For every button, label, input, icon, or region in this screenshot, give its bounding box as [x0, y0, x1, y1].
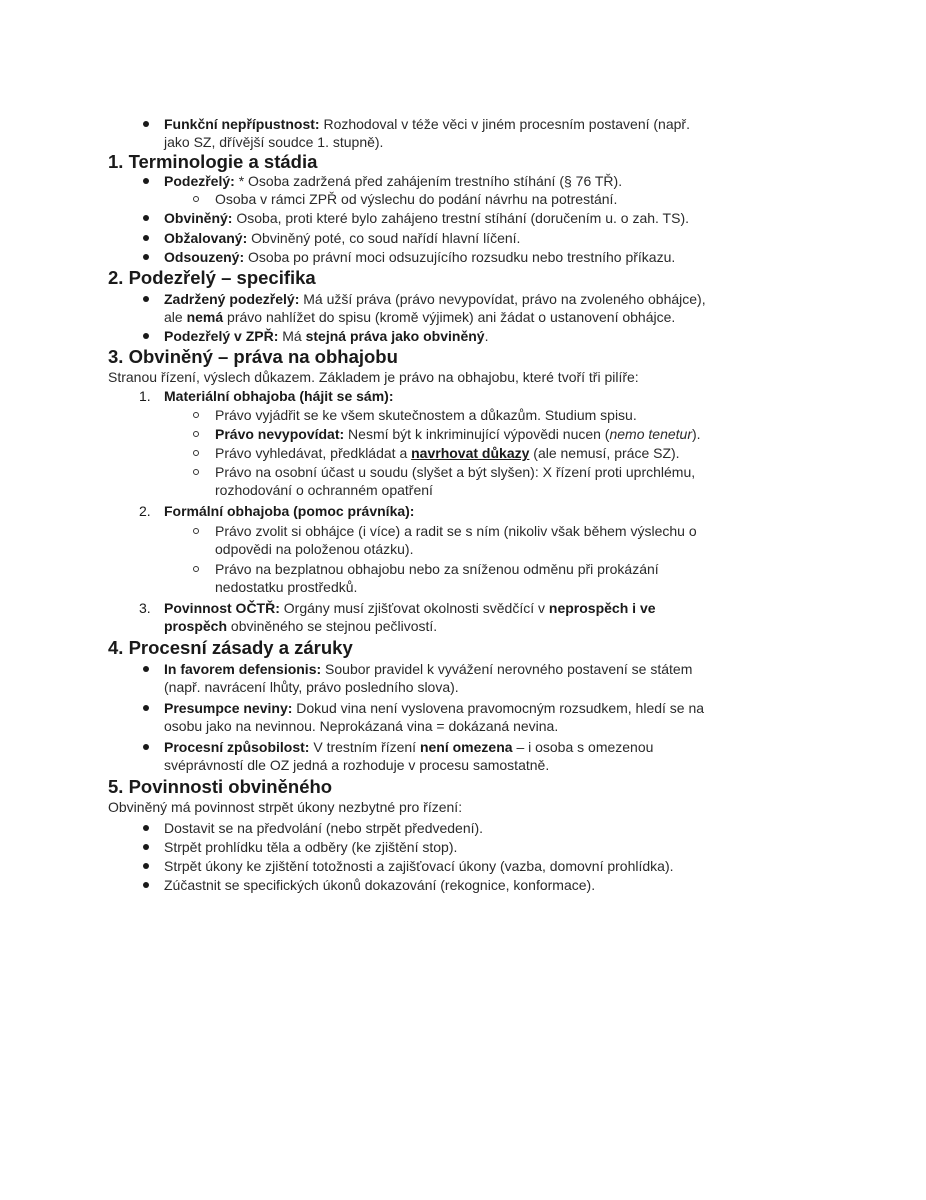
sub-item-bezplatna-1: Právo na bezplatnou obhajobu nebo za sníženou odměnu při prokázání — [215, 561, 659, 577]
sub-item-ucast-2: rozhodování o ochranném opatření — [215, 482, 433, 498]
item-favorem-1 — [164, 660, 692, 678]
item-text: Dokud vina není vyslovena pravomocným rozsudkem, hledí se na — [296, 700, 705, 716]
bullet-icon — [143, 235, 149, 241]
sub-item-nevypovidat — [215, 425, 701, 443]
text-part: Právo vyhledávat, předkládat a — [215, 445, 408, 461]
item-label: Podezřelý v ZPŘ: — [164, 328, 279, 344]
item-label: Presumpce neviny: — [164, 700, 293, 716]
text-italic: nemo tenetur — [609, 426, 692, 442]
bullet-icon — [143, 333, 149, 339]
item-obzalovany — [164, 229, 520, 247]
sub-bullet-icon — [193, 431, 199, 437]
item-podezrely-sub: Osoba v rámci ZPŘ od výslechu do podání návrhu na potrestání. — [215, 191, 618, 207]
bullet-icon — [143, 666, 149, 672]
item-label: Právo nevypovídat: — [215, 426, 345, 442]
text-part: . — [484, 328, 489, 344]
item-label: Podezřelý: — [164, 173, 235, 189]
text-part: obviněného se stejnou pečlivostí. — [230, 618, 438, 634]
text-bold: stejná práva jako obviněný — [305, 328, 485, 344]
item-podezrely — [164, 172, 622, 190]
intro-label: Funkční nepřípustnost: — [164, 116, 320, 132]
list-number: 1. — [139, 388, 151, 404]
duty-item: Dostavit se na předvolání (nebo strpět předvedení). — [164, 820, 484, 836]
item-text: Má užší práva (právo nevypovídat, právo na zvoleného obhájce), — [303, 291, 706, 307]
item-presumpce-2: osobu jako na nevinnou. Neprokázaná vina = dokázaná nevina. — [164, 718, 559, 734]
heading-zasady: 4. Procesní zásady a záruky — [108, 637, 353, 658]
sub-item-dukazy — [215, 444, 680, 462]
intro-line-2: jako SZ, dřívější soudce 1. stupně). — [164, 134, 384, 150]
item-label: Obžalovaný: — [164, 230, 248, 246]
sub-bullet-icon — [193, 566, 199, 572]
pillar-formal: Formální obhajoba (pomoc právníka): — [164, 503, 415, 519]
duty-item: Strpět prohlídku těla a odběry (ke zjištění stop). — [164, 839, 458, 855]
pillar-material: Materiální obhajoba (hájit se sám): — [164, 388, 394, 404]
text-part: – i osoba s omezenou — [516, 739, 654, 755]
bullet-icon — [143, 121, 149, 127]
heading-povinnosti: 5. Povinnosti obviněného — [108, 776, 333, 797]
sub-bullet-icon — [193, 450, 199, 456]
item-text: Soubor pravidel k vyvážení nerovného postavení se státem — [325, 661, 693, 677]
text-bold: není omezena — [419, 739, 513, 755]
sub-bullet-icon — [193, 469, 199, 475]
text-bold-underline: navrhovat důkazy — [411, 445, 530, 461]
text-part: Nesmí být k inkriminující výpovědi nucen ( — [348, 426, 610, 442]
sub-bullet-icon — [193, 412, 199, 418]
bullet-icon — [143, 178, 149, 184]
text-part: ). — [691, 426, 701, 442]
bullet-icon — [143, 215, 149, 221]
heading-terminologie: 1. Terminologie a stádia — [108, 151, 318, 172]
bullet-icon — [143, 863, 149, 869]
item-text: Osoba po právní moci odsuzujícího rozsudku nebo trestního příkazu. — [248, 249, 676, 265]
pillar-octr-1 — [164, 599, 656, 617]
text-part: Orgány musí zjišťovat okolnosti svědčící v — [283, 600, 546, 616]
item-text: Obviněný poté, co soud nařídí hlavní líčení. — [251, 230, 521, 246]
item-label: Procesní způsobilost: — [164, 739, 310, 755]
bullet-icon — [143, 825, 149, 831]
item-text: Osoba, proti které bylo zahájeno trestní stíhání (doručením u. o zah. TS). — [236, 210, 690, 226]
section-intro: Stranou řízení, výslech důkazem. Základem je právo na obhajobu, které tvoří tři pilíře: — [108, 369, 639, 385]
item-label: Povinnost OČTŘ: — [164, 600, 280, 616]
item-obvineny — [164, 209, 689, 227]
item-text: * Osoba zadržená před zahájením trestního stíhání (§ 76 TŘ). — [238, 173, 623, 189]
sub-bullet-icon — [193, 196, 199, 202]
text-part: právo nahlížet do spisu (kromě výjimek) ani žádat o ustanovení obhájce. — [227, 309, 676, 325]
text-part: ale — [164, 309, 183, 325]
item-presumpce-1 — [164, 699, 704, 717]
item-text: Má — [282, 328, 302, 344]
list-number: 3. — [139, 600, 151, 616]
heading-obvineny: 3. Obviněný – práva na obhajobu — [108, 346, 398, 367]
sub-item-obhajce-2: odpovědi na položenou otázku). — [215, 541, 414, 557]
bullet-icon — [143, 705, 149, 711]
bullet-icon — [143, 254, 149, 260]
text-part: (ale nemusí, práce SZ). — [533, 445, 680, 461]
intro-line-1 — [164, 115, 690, 133]
section-intro: Obviněný má povinnost strpět úkony nezbytné pro řízení: — [108, 799, 463, 815]
bullet-icon — [143, 744, 149, 750]
text-part: V trestním řízení — [313, 739, 417, 755]
item-odsouzeny — [164, 248, 675, 266]
sub-item: Právo vyjádřit se ke všem skutečnostem a důkazům. Studium spisu. — [215, 407, 637, 423]
list-number: 2. — [139, 503, 151, 519]
bullet-icon — [143, 844, 149, 850]
intro-text: Rozhodoval v téže věci v jiném procesním postavení (např. — [323, 116, 690, 132]
item-zpusobilost-1 — [164, 738, 653, 756]
duty-item: Strpět úkony ke zjištění totožnosti a zajišťovací úkony (vazba, domovní prohlídka). — [164, 858, 674, 874]
item-zpr — [164, 327, 488, 345]
bullet-icon — [143, 882, 149, 888]
sub-item-obhajce-1: Právo zvolit si obhájce (i více) a radit se s ním (nikoliv však během výslechu o — [215, 523, 697, 539]
pillar-octr-2 — [164, 617, 437, 635]
item-zadrzeny-1 — [164, 290, 706, 308]
sub-item-bezplatna-2: nedostatku prostředků. — [215, 579, 358, 595]
item-label: In favorem defensionis: — [164, 661, 322, 677]
text-bold: nemá — [186, 309, 224, 325]
duty-item: Zúčastnit se specifických úkonů dokazování (rekognice, konformace). — [164, 877, 596, 893]
item-label: Obviněný: — [164, 210, 233, 226]
item-favorem-2: (např. navrácení lhůty, právo posledního slova). — [164, 679, 459, 695]
sub-item-ucast-1: Právo na osobní účast u soudu (slyšet a být slyšen): X řízení proti uprchlému, — [215, 464, 696, 480]
bullet-icon — [143, 296, 149, 302]
item-label: Odsouzený: — [164, 249, 245, 265]
sub-bullet-icon — [193, 528, 199, 534]
item-zpusobilost-2: svéprávností dle OZ jedná a rozhoduje v procesu samostatně. — [164, 757, 550, 773]
heading-podezrely: 2. Podezřelý – specifika — [108, 267, 316, 288]
item-label: Zadržený podezřelý: — [164, 291, 300, 307]
text-bold: neprospěch i ve — [548, 600, 656, 616]
item-zadrzeny-2 — [164, 308, 675, 326]
text-bold: prospěch — [164, 618, 228, 634]
